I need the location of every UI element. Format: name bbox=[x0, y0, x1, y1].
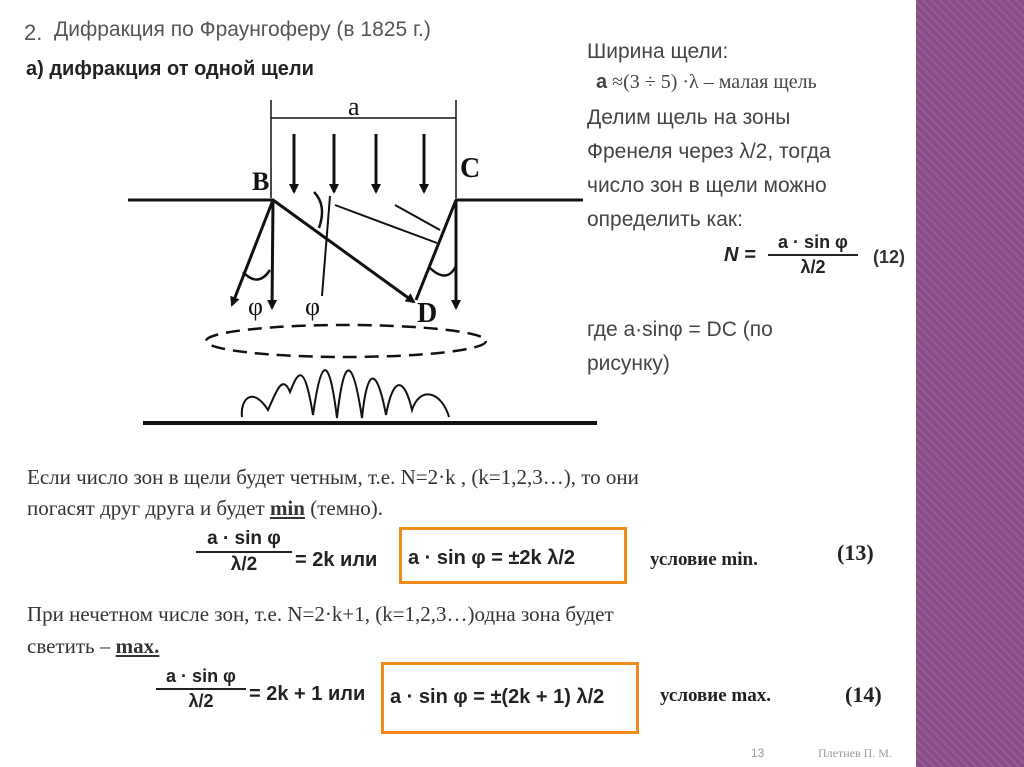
point-d-label: D bbox=[417, 298, 438, 329]
diffracted-ray bbox=[273, 200, 414, 302]
right-text-line: Делим щель на зоны bbox=[587, 106, 791, 129]
lens-ellipse bbox=[206, 325, 486, 357]
angle-arc bbox=[314, 192, 322, 228]
min-formula-fraction: $\frac{\text{a · sin φ}}{\lambda/2}$ bbox=[196, 528, 292, 576]
point-c-label: C bbox=[460, 153, 481, 184]
formula-n-lhs: N = bbox=[724, 244, 756, 266]
slit-width-label: a bbox=[348, 92, 360, 121]
diffracted-ray bbox=[232, 200, 273, 305]
right-text-line: определить как: bbox=[587, 208, 743, 231]
min-equation-tag: (13) bbox=[837, 540, 874, 565]
min-condition-text: погасят друг друга и будет min (темно). bbox=[27, 496, 383, 520]
formula-n-fraction: $\frac{\text{a · sin φ}}{\lambda/2}$ bbox=[768, 232, 858, 278]
page-number: 13 bbox=[751, 746, 765, 760]
max-condition-text: При нечетном числе зон, т.е. N=2·k+1, (k=1,2,3…)одна зона будет bbox=[27, 602, 614, 626]
intensity-curve bbox=[242, 370, 449, 418]
max-formula-fraction: $\frac{\text{a · sin φ}}{\lambda/2}$ bbox=[156, 666, 246, 712]
min-formula-box bbox=[399, 527, 627, 584]
slit-diffraction-diagram bbox=[0, 0, 600, 440]
point-b-label: B bbox=[252, 167, 270, 196]
max-condition-label: условие max. bbox=[660, 685, 772, 706]
right-text-line: где a·sinφ = DC (по bbox=[587, 318, 773, 341]
max-formula-middle: = 2k + 1 или bbox=[249, 683, 366, 705]
max-condition-text: светить – max. bbox=[27, 634, 160, 658]
section-subtitle: а) дифракция от одной щели bbox=[26, 58, 314, 80]
right-text-line: число зон в щели можно bbox=[587, 174, 827, 197]
max-formula-boxed: a · sin φ = ±(2k + 1) λ/2 bbox=[390, 686, 605, 708]
diffracted-ray bbox=[416, 200, 456, 300]
min-formula-middle: = 2k или bbox=[295, 549, 378, 571]
diffracted-ray bbox=[272, 200, 273, 308]
formula-tag: (12) bbox=[873, 247, 906, 267]
angle-phi-label: φ bbox=[248, 292, 264, 321]
min-formula-boxed: a · sin φ = ±2k λ/2 bbox=[408, 547, 576, 569]
max-equation-tag: (14) bbox=[845, 682, 882, 707]
section-title: Дифракция по Фраунгоферу (в 1825 г.) bbox=[54, 18, 431, 41]
right-text-line: рисунку) bbox=[587, 352, 670, 375]
angle-arc bbox=[430, 266, 456, 276]
author-credit: Плетнев П. М. bbox=[818, 746, 892, 760]
right-text-line: Френеля через λ/2, тогда bbox=[587, 140, 831, 163]
max-formula-box bbox=[381, 662, 639, 734]
min-condition-label: условие min. bbox=[650, 549, 758, 570]
right-text-line: a ≈(3 ÷ 5) ·λ – малая щель bbox=[596, 71, 817, 93]
min-condition-text: Если число зон в щели будет четным, т.е. N=2·k , (k=1,2,3…), то они bbox=[27, 465, 639, 489]
angle-arc bbox=[243, 270, 270, 280]
right-text-line: Ширина щели: bbox=[587, 40, 729, 63]
side-decoration-panel bbox=[916, 0, 1024, 767]
section-number: 2. bbox=[24, 20, 43, 45]
angle-phi-label: φ bbox=[305, 292, 321, 321]
